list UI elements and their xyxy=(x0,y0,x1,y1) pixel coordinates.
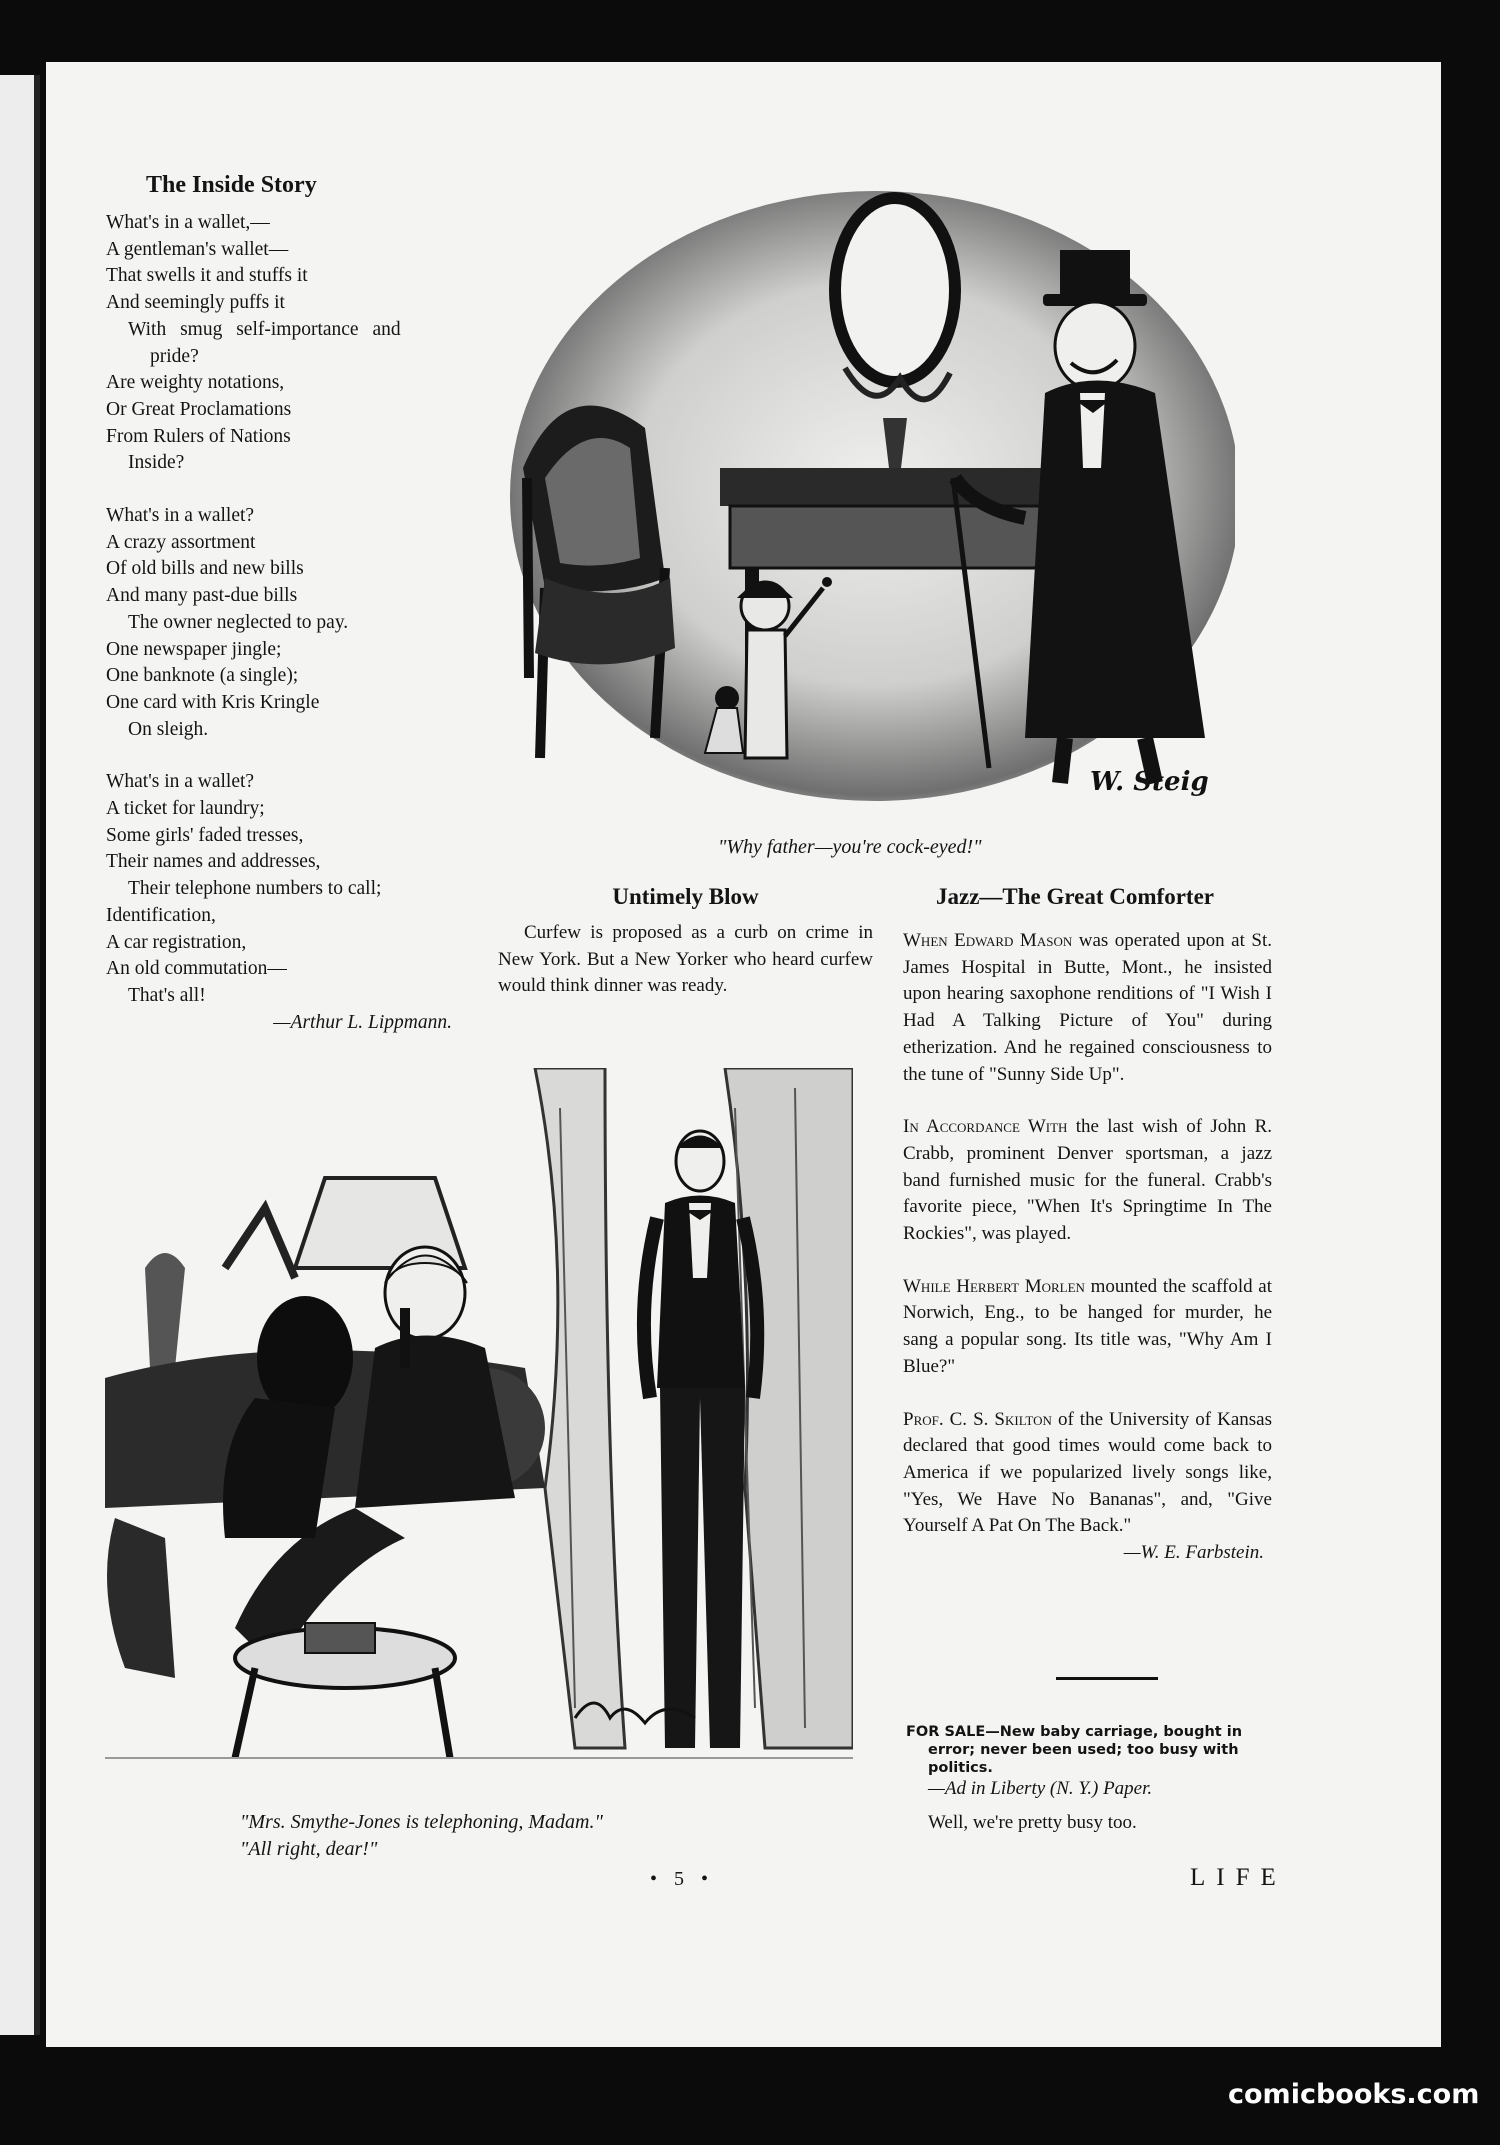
jazz-text: of the University of Kansas declared that good times would come back to America if we popularized lively songs like, "Yes, We Have No Bananas", and, "Give Yourself A Pat On The Back." xyxy=(903,1408,1272,1537)
poem-attribution: —Arthur L. Lippmann. xyxy=(273,1011,452,1033)
jazz-title: Jazz—The Great Comforter xyxy=(935,884,1215,909)
jazz-paragraph xyxy=(903,1407,1272,1541)
cartoon-telephoning-caption-1: "Mrs. Smythe-Jones is telephoning, Madam." xyxy=(240,1811,603,1833)
cartoon-signature: W. Steig xyxy=(1090,767,1209,797)
untimely-blow-body: Curfew is proposed as a curb on crime in New York. But a New Yorker who heard curfew would think dinner was ready. xyxy=(498,922,873,997)
poem-line: That swells it and stuffs it xyxy=(106,265,308,287)
jazz-lead: In Accordance With xyxy=(903,1116,1068,1138)
jazz-paragraph xyxy=(903,1114,1272,1248)
cartoon-telephoning-drawing xyxy=(105,1068,853,1783)
poem-line: What's in a wallet? xyxy=(106,505,255,527)
jazz-column xyxy=(903,928,1272,1567)
for-sale-source: —Ad in Liberty (N. Y.) Paper. xyxy=(928,1778,1153,1799)
cartoon-telephoning xyxy=(105,1068,853,1783)
poem-line: Their names and addresses, xyxy=(106,851,321,873)
cartoon-father-child xyxy=(505,178,1235,818)
cartoon-father-child-caption: "Why father—you're cock-eyed!" xyxy=(718,836,982,858)
poem-line: What's in a wallet? xyxy=(106,771,255,793)
for-sale-ad: FOR SALE—New baby carriage, bought in error; never been used; too busy with politics. xyxy=(906,1724,1243,1776)
poem-body xyxy=(106,210,471,1036)
jazz-paragraph xyxy=(903,1274,1272,1381)
poem-title: The Inside Story xyxy=(146,172,317,198)
jazz-text: was operated upon at St. James Hospital in Butte, Mont., he insisted upon hearing saxophone renditions of "I Wish I Had A Talking Picture of You" during etherization. And he regained consciousness to the tune of "Sunny Side Up". xyxy=(903,930,1272,1085)
jazz-text: mounted the scaffold at Norwich, Eng., to be hanged for murder, he sang a popular song. Its title was, "Why Am I Blue?" xyxy=(903,1275,1273,1377)
untimely-blow-title: Untimely Blow xyxy=(612,884,759,909)
poem-line: A ticket for laundry; xyxy=(106,798,265,820)
poem-line: Some girls' faded tresses, xyxy=(106,824,304,846)
poem-line: A car registration, xyxy=(106,931,247,953)
poem-line: Are weighty notations, xyxy=(106,372,285,394)
poem-line: The owner neglected to pay. xyxy=(128,611,349,633)
poem-line: Inside? xyxy=(128,452,185,474)
poem-line: pride? xyxy=(150,345,199,367)
poem-line: An old commutation— xyxy=(106,958,287,980)
poem-line: And seemingly puffs it xyxy=(106,292,285,314)
jazz-text: the last wish of John R. Crabb, prominent Denver sportsman, a jazz band furnished music for the funeral. Crabb's favorite piece, "When It's Springtime In The Rockies", was played. xyxy=(903,1116,1272,1245)
jazz-lead: While Herbert Morlen xyxy=(903,1275,1085,1297)
site-watermark: comicbooks.com xyxy=(1228,2079,1480,2110)
poem-line: One banknote (a single); xyxy=(106,665,299,687)
poem-line: From Rulers of Nations xyxy=(106,425,291,447)
poem-line: One card with Kris Kringle xyxy=(106,691,320,713)
jazz-lead: When Edward Mason xyxy=(903,930,1073,951)
section-divider xyxy=(1056,1677,1158,1680)
poem-line: On sleigh. xyxy=(128,718,209,740)
poem-line: Of old bills and new bills xyxy=(106,558,304,580)
poem-line: A gentleman's wallet— xyxy=(106,238,289,260)
poem-line: That's all! xyxy=(128,984,206,1006)
jazz-lead: Prof. C. S. Skilton xyxy=(903,1408,1052,1430)
poem-line: What's in a wallet,— xyxy=(106,212,270,233)
for-sale-comment: Well, we're pretty busy too. xyxy=(928,1812,1137,1833)
jazz-paragraph xyxy=(903,928,1272,1088)
facing-page-edge xyxy=(0,75,40,2035)
poem-line: One newspaper jingle; xyxy=(106,638,282,660)
jazz-attribution: —W. E. Farbstein. xyxy=(1123,1542,1264,1564)
poem-line: Identification, xyxy=(106,904,216,926)
poem-line: And many past-due bills xyxy=(106,585,298,607)
poem-line: Their telephone numbers to call; xyxy=(128,878,382,900)
poem-line: With smug self-importance and xyxy=(128,318,401,340)
magazine-name: LIFE xyxy=(1190,1864,1287,1891)
page-number: • 5 • xyxy=(650,1868,715,1890)
cartoon-father-child-drawing xyxy=(505,178,1235,818)
poem-line: A crazy assortment xyxy=(106,531,256,553)
cartoon-telephoning-caption-2: "All right, dear!" xyxy=(240,1838,378,1860)
poem-line: Or Great Proclamations xyxy=(106,398,292,420)
